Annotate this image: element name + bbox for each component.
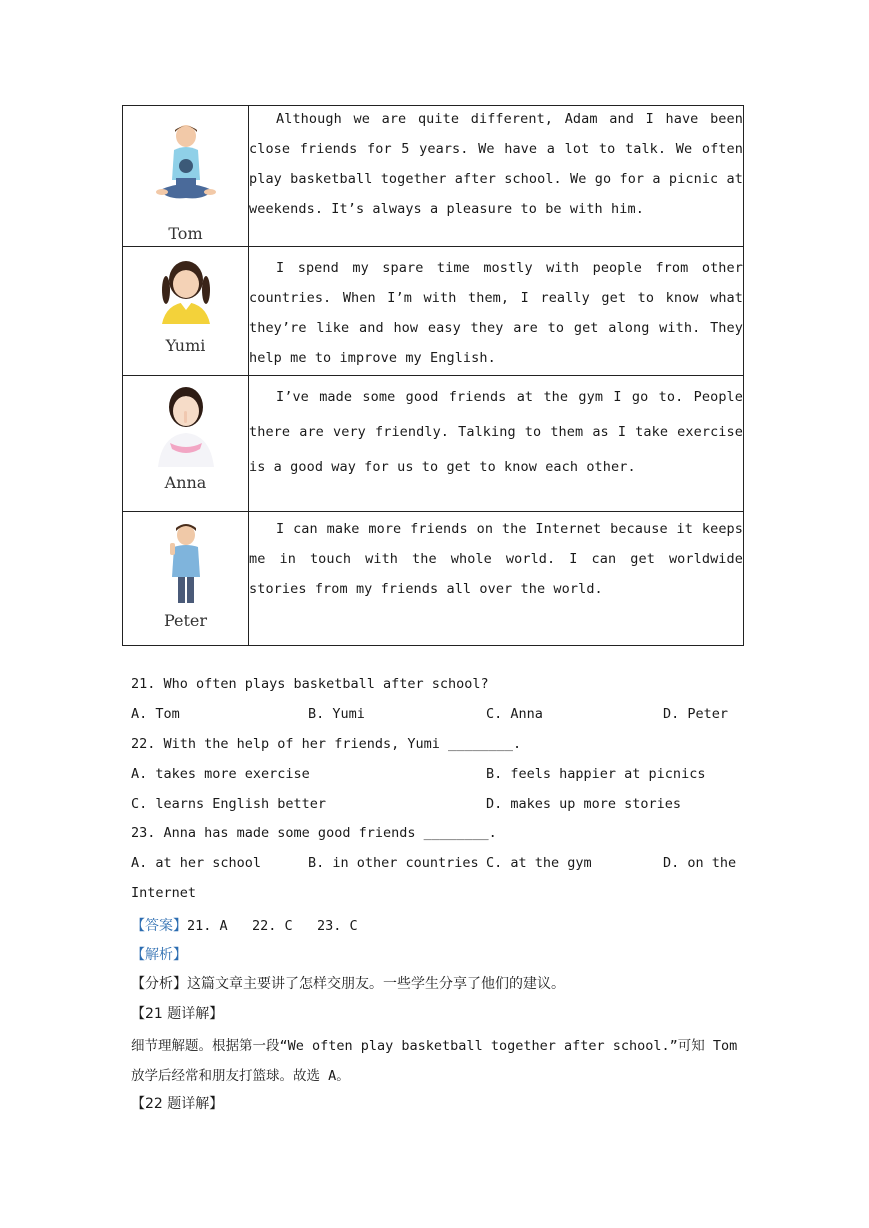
student-name: Tom	[168, 224, 203, 243]
table-row	[123, 106, 744, 247]
question-22: 22. With the help of her friends, Yumi ________.	[131, 736, 522, 752]
detail-22-heading: 【22 题详解】	[131, 1096, 224, 1112]
yumi-photo	[146, 252, 226, 332]
quote-cell	[249, 247, 744, 376]
anna-photo	[146, 381, 226, 469]
answer-label: 【答案】	[131, 918, 187, 934]
portrait-cell	[123, 376, 249, 512]
option-23-a: A. at her school	[131, 855, 262, 871]
tom-photo	[146, 122, 226, 222]
option-22-a: A. takes more exercise	[131, 766, 310, 782]
option-22-d: D. makes up more stories	[486, 796, 682, 812]
answer-text: 21. A 22. C 23. C	[187, 918, 358, 934]
option-23-b: B. in other countries	[308, 855, 479, 871]
yumi-paragraph: I spend my spare time mostly with people from other countries. When I’m with them, I really get to know what they’re like and how easy they are to get along with. They help me to improve my English.	[249, 260, 743, 366]
quote-cell	[249, 106, 744, 247]
option-21-c: C. Anna	[486, 706, 543, 722]
friends-table	[122, 105, 744, 646]
portrait-cell	[123, 106, 249, 247]
student-name: Anna	[164, 473, 207, 492]
answer-line	[131, 915, 358, 935]
analysis-line	[131, 944, 187, 964]
table-row	[123, 247, 744, 376]
summary-label: 【分析】	[131, 976, 187, 992]
summary-text: 这篇文章主要讲了怎样交朋友。一些学生分享了他们的建议。	[187, 976, 565, 992]
portrait-cell	[123, 247, 249, 376]
table-row	[123, 512, 744, 646]
option-23-d: D. on the	[663, 855, 737, 871]
student-name: Yumi	[165, 336, 206, 355]
question-21: 21. Who often plays basketball after school?	[131, 676, 489, 692]
option-21-d: D. Peter	[663, 706, 729, 722]
anna-paragraph: I’ve made some good friends at the gym I go to. People there are very friendly. Talking to them as I take exercise is a good way for us to get to know each other.	[249, 389, 743, 475]
portrait-cell	[123, 512, 249, 646]
option-21-a: A. Tom	[131, 706, 180, 722]
option-22-b: B. feels happier at picnics	[486, 766, 706, 782]
option-21-b: B. Yumi	[308, 706, 365, 722]
analysis-label: 【解析】	[131, 947, 187, 963]
question-23: 23. Anna has made some good friends ________.	[131, 825, 497, 841]
detail-21-heading: 【21 题详解】	[131, 1006, 224, 1022]
detail-21-line-1: 细节理解题。根据第一段“We often play basketball together after school.”可知 Tom	[131, 1038, 738, 1054]
quote-cell	[249, 512, 744, 646]
peter-paragraph: I can make more friends on the Internet because it keeps me in touch with the whole world. I can get worldwide stories from my friends all over the world.	[249, 521, 743, 597]
summary-line	[131, 973, 565, 993]
detail-21-line-2: 放学后经常和朋友打篮球。故选 A。	[131, 1068, 350, 1084]
option-23-d-continued: Internet	[131, 885, 197, 901]
quote-cell	[249, 376, 744, 512]
option-23-c: C. at the gym	[486, 855, 592, 871]
table-row	[123, 376, 744, 512]
tom-paragraph: Although we are quite different, Adam and I have been close friends for 5 years. We have a lot to talk. We often play basketball together after school. We go for a picnic at weekends. It’s always a pleasure to be with him.	[249, 111, 743, 217]
peter-photo	[146, 521, 226, 609]
option-22-c: C. learns English better	[131, 796, 327, 812]
student-name: Peter	[163, 611, 208, 630]
